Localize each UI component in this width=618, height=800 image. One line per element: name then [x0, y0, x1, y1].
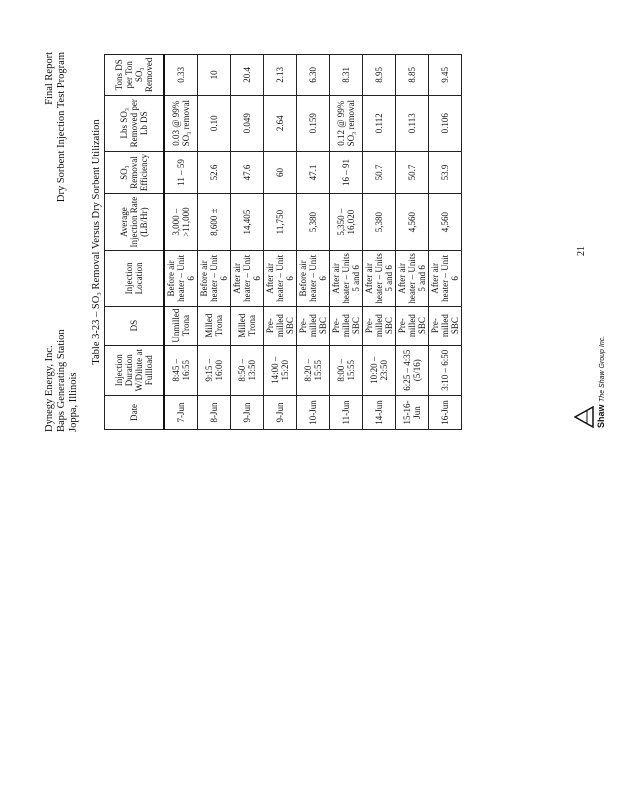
- cell-rate: 4,560: [396, 194, 429, 251]
- cell-location: After air heater – Unit 6: [231, 251, 264, 307]
- cell-date: 8-Jun: [198, 395, 231, 429]
- cell-date: 15-16-Jun: [396, 395, 429, 429]
- cell-location: After air heater – Unit 6: [264, 251, 297, 307]
- cell-lbs-removed: 0.12 @ 99% SO₃ removal: [330, 95, 363, 151]
- header-left-line-3: Joppa, Illinois: [68, 372, 79, 432]
- header-right: [44, 52, 68, 202]
- col-header-date: Date: [105, 395, 165, 429]
- cell-lbs-removed: 0.106: [429, 95, 462, 151]
- header-left: [44, 329, 80, 432]
- col-header-ds: DS: [105, 306, 165, 345]
- cell-lbs-removed: 0.03 @ 99% SO₃ removal: [164, 95, 198, 151]
- triangle-logo-icon: [574, 406, 594, 428]
- col-header-tons-ds: Tons DS per Ton SO₃ Removed: [105, 55, 165, 96]
- cell-efficiency: 11 – 59: [164, 151, 198, 193]
- table-row: [198, 55, 231, 430]
- cell-rate: 3,000 – >11,000: [164, 194, 198, 251]
- cell-rate: 5,350 – 16,020: [330, 194, 363, 251]
- logo-subtext: The Shaw Group Inc.: [599, 335, 606, 402]
- col-header-lbs-removed: Lbs SO₃ Removed per Lb DS: [105, 95, 165, 151]
- cell-date: 16-Jun: [429, 395, 462, 429]
- cell-rate: 8,600 ±: [198, 194, 231, 251]
- table-row: [363, 55, 396, 430]
- col-header-removal-efficiency: SO₃ Removal Efficiency: [105, 151, 165, 193]
- cell-date: 9-Jun: [264, 395, 297, 429]
- cell-location: After air heater – Units 5 and 6: [396, 251, 429, 307]
- header-right-line-1: Final Report: [44, 52, 55, 105]
- table-row: [164, 55, 198, 430]
- cell-tons-ds: 6.30: [297, 55, 330, 96]
- cell-efficiency: 53.9: [429, 151, 462, 193]
- cell-lbs-removed: 0.112: [363, 95, 396, 151]
- cell-rate: 4,560: [429, 194, 462, 251]
- cell-tons-ds: 9.45: [429, 55, 462, 96]
- table-row: [429, 55, 462, 430]
- cell-efficiency: 50.7: [363, 151, 396, 193]
- cell-rate: 5,380: [297, 194, 330, 251]
- header-left-line-2: Baps Generating Station: [56, 329, 67, 432]
- cell-lbs-removed: 0.113: [396, 95, 429, 151]
- cell-ds: Pre-milled SBC: [297, 306, 330, 345]
- table-row: [396, 55, 429, 430]
- cell-tons-ds: 8.85: [396, 55, 429, 96]
- cell-date: 7-Jun: [164, 395, 198, 429]
- cell-tons-ds: 2.13: [264, 55, 297, 96]
- cell-lbs-removed: 0.049: [231, 95, 264, 151]
- company-logo: [574, 335, 614, 428]
- cell-efficiency: 16 – 91: [330, 151, 363, 193]
- header-right-line-2: Dry Sorbent Injection Test Program: [56, 52, 67, 203]
- cell-efficiency: 60: [264, 151, 297, 193]
- cell-tons-ds: 10: [198, 55, 231, 96]
- cell-location: Before air heater – Unit 6: [198, 251, 231, 307]
- table-header-row: [105, 55, 165, 430]
- col-header-injection-location: Injection Location: [105, 251, 165, 307]
- cell-duration: 8:00 – 15:55: [330, 345, 363, 395]
- table-row: [330, 55, 363, 430]
- cell-location: After air heater – Unit 6: [429, 251, 462, 307]
- cell-date: 9-Jun: [231, 395, 264, 429]
- table-row: [264, 55, 297, 430]
- cell-duration: 10:20 – 23:50: [363, 345, 396, 395]
- cell-ds: Pre-milled SBC: [330, 306, 363, 345]
- data-table: [104, 54, 462, 430]
- cell-efficiency: 47.1: [297, 151, 330, 193]
- cell-date: 14-Jun: [363, 395, 396, 429]
- cell-ds: Pre-milled SBC: [363, 306, 396, 345]
- cell-tons-ds: 0.33: [164, 55, 198, 96]
- cell-efficiency: 52.6: [198, 151, 231, 193]
- cell-ds: Milled Trona: [231, 306, 264, 345]
- cell-duration: 8:50 – 13:50: [231, 345, 264, 395]
- col-header-injection-rate: Average Injection Rate (LB/Hr): [105, 194, 165, 251]
- table-row: [231, 55, 264, 430]
- cell-location: Before air heater – Unit 6: [297, 251, 330, 307]
- rotated-page: [40, 52, 618, 432]
- cell-ds: Pre-milled SBC: [264, 306, 297, 345]
- cell-ds: Pre-milled SBC: [396, 306, 429, 345]
- cell-tons-ds: 8.31: [330, 55, 363, 96]
- cell-duration: 14:00 – 15:20: [264, 345, 297, 395]
- cell-rate: 5,380: [363, 194, 396, 251]
- cell-duration: 8:20 – 15:55: [297, 345, 330, 395]
- cell-location: Before air heater – Unit 6: [164, 251, 198, 307]
- table-title: Table 3-23 – SO₃ Removal Versus Dry Sorbent Utilization: [91, 119, 102, 365]
- cell-location: After air heater – Units 5 and 6: [363, 251, 396, 307]
- cell-date: 10-Jun: [297, 395, 330, 429]
- cell-duration: 3:10 – 6:50: [429, 345, 462, 395]
- cell-tons-ds: 8.95: [363, 55, 396, 96]
- logo-wordmark: [596, 336, 606, 428]
- cell-location: After air heater – Units 5 and 6: [330, 251, 363, 307]
- cell-lbs-removed: 0.159: [297, 95, 330, 151]
- cell-duration: 6:25 – 4:35 (5/16): [396, 345, 429, 395]
- col-header-injection-duration: Injection Duration W/Dilute at Fullload: [105, 345, 165, 395]
- cell-tons-ds: 20.4: [231, 55, 264, 96]
- logo-text: Shaw: [596, 404, 606, 428]
- cell-duration: 9:15 – 16:00: [198, 345, 231, 395]
- cell-duration: 8:45 – 16:55: [164, 345, 198, 395]
- cell-lbs-removed: 0.10: [198, 95, 231, 151]
- table-row: [297, 55, 330, 430]
- header-left-line-1: Dynegy Energy, Inc.: [44, 345, 55, 432]
- cell-lbs-removed: 2.64: [264, 95, 297, 151]
- cell-rate: 11,750: [264, 194, 297, 251]
- cell-date: 11-Jun: [330, 395, 363, 429]
- cell-ds: Pre-milled SBC: [429, 306, 462, 345]
- cell-efficiency: 50.7: [396, 151, 429, 193]
- cell-efficiency: 47.6: [231, 151, 264, 193]
- cell-ds: Unmilled Trona: [164, 306, 198, 345]
- page-number: 21: [576, 246, 587, 256]
- cell-rate: 14,405: [231, 194, 264, 251]
- cell-ds: Milled Trona: [198, 306, 231, 345]
